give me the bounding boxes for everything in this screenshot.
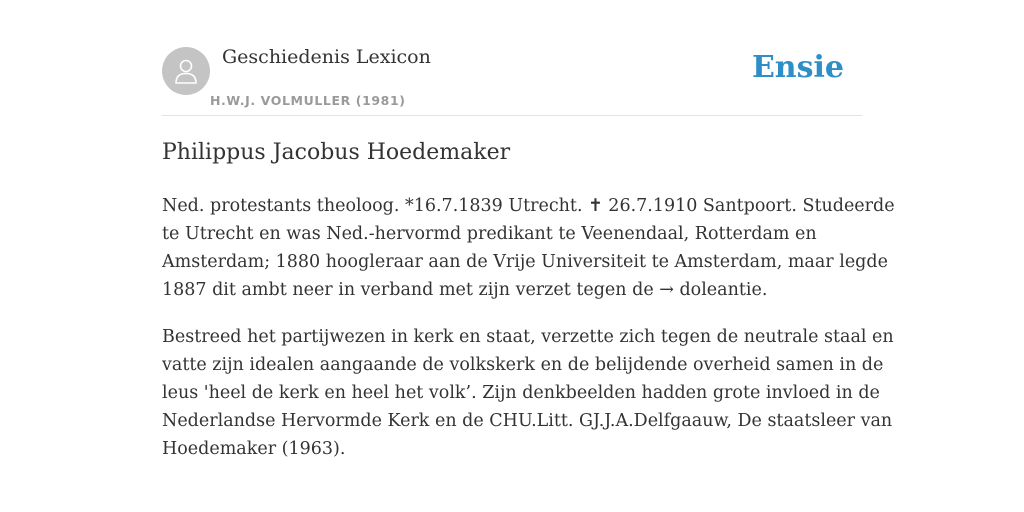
paragraph-1-line-2: te Utrecht en was Ned.-hervormd predikant te Veenendaal, Rotterdam en xyxy=(162,224,817,244)
paragraph-2-line-1: Bestreed het partijwezen in kerk en staat, verzette zich tegen de neutrale staal en xyxy=(162,327,894,347)
paragraph-1-line-4-prefix: 1887 dit ambt neer in verband met zijn verzet tegen de xyxy=(162,280,660,300)
source-title[interactable]: Geschiedenis Lexicon xyxy=(222,46,431,68)
user-icon xyxy=(171,56,201,86)
paragraph-1 xyxy=(162,192,895,304)
brand-logo[interactable]: Ensie xyxy=(751,50,844,85)
header xyxy=(162,40,862,116)
paragraph-2-line-3: leus 'heel de kerk en heel het volk’. Zijn denkbeelden hadden grote invloed in de xyxy=(162,383,880,403)
paragraph-1-line-4-suffix: . xyxy=(761,280,768,300)
doleantie-link[interactable]: → doleantie xyxy=(659,280,762,300)
avatar xyxy=(162,47,210,95)
paragraph-2-line-2: vatte zijn idealen aangaande de volkskerk en de belijdende overheid samen in de xyxy=(162,355,884,375)
article-body xyxy=(162,192,895,482)
article-title: Philippus Jacobus Hoedemaker xyxy=(162,140,511,165)
paragraph-2-line-4: Nederlandse Hervormde Kerk en de CHU.Litt. GJ.J.A.Delfgaauw, De staatsleer van xyxy=(162,411,893,431)
paragraph-1-line-3: Amsterdam; 1880 hoogleraar aan de Vrije Universiteit te Amsterdam, maar legde xyxy=(162,252,888,272)
source-author: H.W.J. VOLMULLER (1981) xyxy=(210,93,406,108)
paragraph-1-line-1: Ned. protestants theoloog. *16.7.1839 Utrecht. ✝ 26.7.1910 Santpoort. Studeerde xyxy=(162,196,895,216)
paragraph-2 xyxy=(162,323,894,463)
paragraph-2-line-5: Hoedemaker (1963). xyxy=(162,439,346,459)
